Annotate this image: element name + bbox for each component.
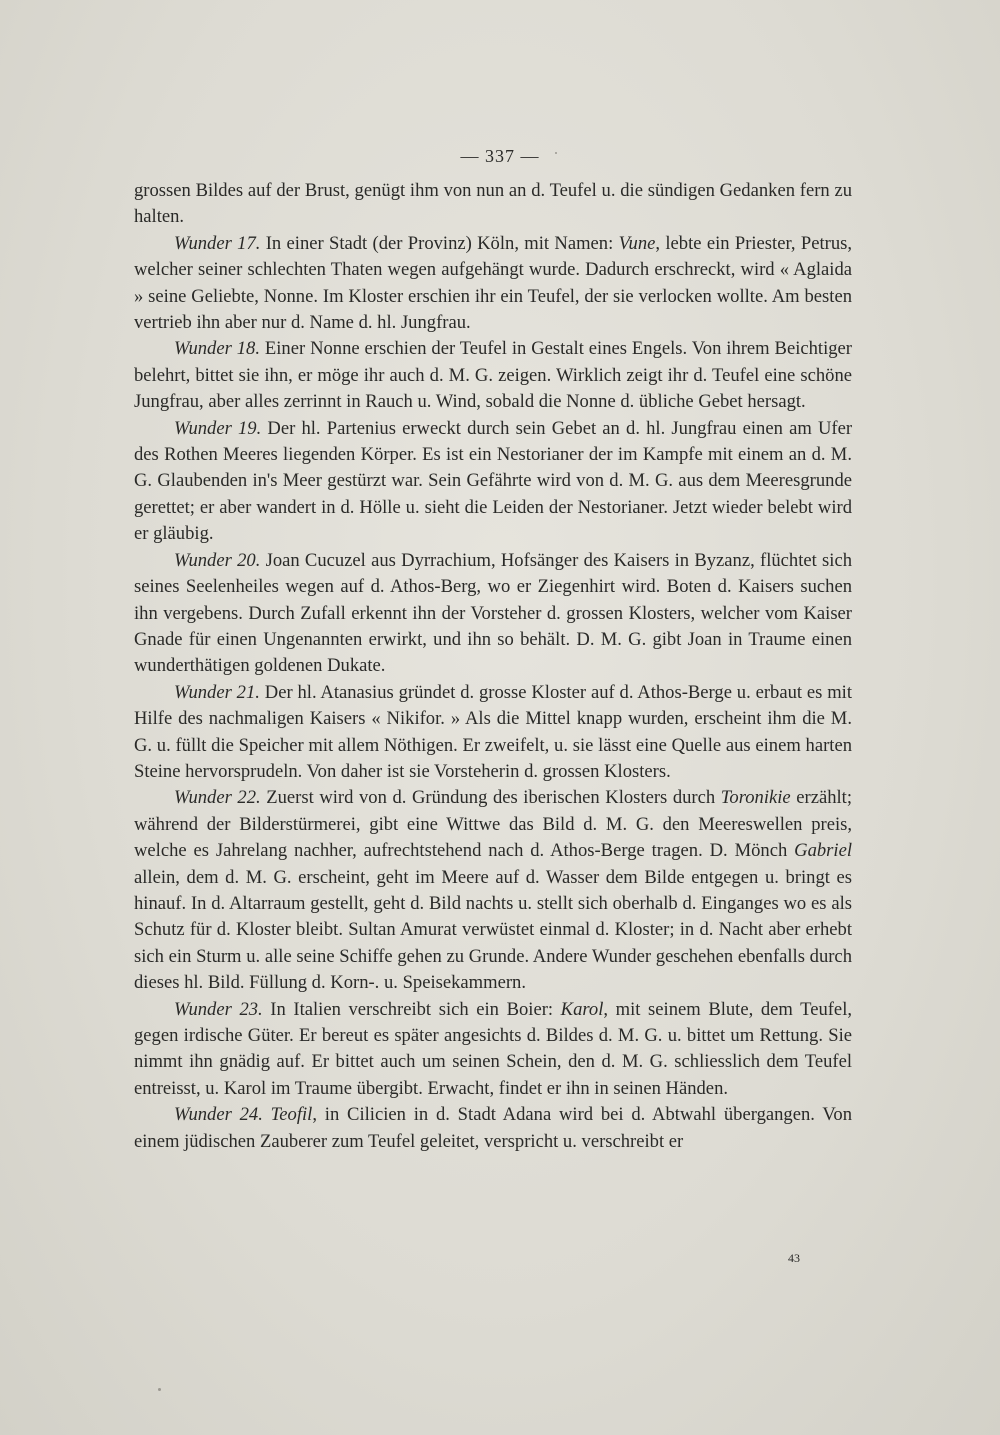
text-run: Zuerst wird von d. Gründung des iberischen Klosters durch [260, 787, 721, 809]
italic-text: Gabriel [794, 840, 852, 862]
text-run: , mit seinem Blute, dem Teufel, gegen irdische Güter. Er bereut es später angesichts d. Bildes d. M. G. u. bittet um Rettung. Sie nimmt ihn gnädig auf. Er bittet auch um seinen Schein, den d. M. G. schliesslich dem Teufel entreisst, u. Karol im Traume übergibt. Erwacht, findet er ihn in seinen Händen. [134, 998, 853, 1099]
italic-text: Wunder 20. [174, 549, 261, 571]
paragraph [134, 680, 852, 786]
text-run: Joan Cucuzel aus Dyrrachium, Hofsänger des Kaisers in Byzanz, flüchtet sich seines Seelenheiles wegen auf d. Athos-Berg, wo er Ziegenhirt wird. Boten d. Kaisers suchen ihn vergebens. Durch Zufall erkennt ihn der Vorsteher d. grossen Klosters, welcher vom Kaiser Gnade für einen Ungenannten erwirkt, und ihn so behält. D. M. G. gibt Joan in Traume einen wunderthätigen goldenen Dukate. [134, 549, 852, 677]
paragraph [134, 416, 852, 548]
text-run: , in Cilicien in d. Stadt Adana wird bei d. Abtwahl übergangen. Von einem jüdischen Zauberer zum Teufel geleitet, verspricht u. verschreibt er [134, 1104, 852, 1152]
paper-speck [555, 152, 557, 154]
italic-text: Vune [618, 232, 656, 254]
text-run: Der hl. Partenius erweckt durch sein Gebet an d. hl. Jungfrau einen am Ufer des Rothen Meeres liegenden Körper. Es ist ein Nestorianer der im Kampfe mit einem an d. M. G. Glaubenden in's Meer gestürzt war. Sein Gefährte wird von d. M. G. aus dem Meeresgrunde gerettet; er aber wandert in d. Hölle u. sieht die Leiden der Nestorianer. Jetzt wieder belebt wird er gläubig. [134, 417, 853, 545]
italic-text: Wunder 17. [174, 232, 261, 254]
body-text [134, 178, 852, 1155]
paragraph [134, 336, 852, 415]
text-run: allein, dem d. M. G. erscheint, geht im Meere auf d. Wasser dem Bilde entgegen u. bringt es hinauf. In d. Altarraum gestellt, geht d. Bild nachts u. stellt sich oberhalb d. Einganges wo es als Schutz für d. Kloster bleibt. Sultan Amurat verwüstet einmal d. Kloster; in d. Nacht aber erhebt sich ein Sturm u. alle seine Schiffe gehen zu Grunde. Andere Wunder geschehen ebenfalls durch dieses hl. Bild. Füllung d. Korn-. u. Speisekammern. [134, 866, 852, 994]
text-run [263, 1104, 271, 1125]
paragraph [134, 1102, 852, 1155]
italic-text: Toronikie [720, 787, 791, 809]
text-run: Der hl. Atanasius gründet d. grosse Kloster auf d. Athos-Berge u. erbaut es mit Hilfe des nachmaligen Kaisers « Nikifor. » Als die Mittel knapp wurden, erscheint ihm die M. G. u. füllt die Speicher mit allem Nöthigen. Er zweifelt, u. sie lässt eine Quelle aus einem harten Steine hervorsprudeln. Von daher ist sie Vorsteherin d. grossen Klosters. [134, 681, 853, 782]
paper-speck [158, 1388, 161, 1391]
text-run: Einer Nonne erschien der Teufel in Gestalt eines Engels. Von ihrem Beichtiger belehrt, bittet sie ihn, er möge ihr auch d. M. G. zeigen. Wirklich zeigt ihr d. Teufel eine schöne Jungfrau, aber alles zerrinnt in Rauch u. Wind, sobald die Nonne d. übliche Gebet hersagt. [134, 338, 852, 413]
text-run: , lebte ein Priester, Petrus, welcher seiner schlechten Thaten wegen aufgehängt wurde. Dadurch erschreckt, wird « Aglaida » seine Geliebte, Nonne. Im Kloster erschien ihr ein Teufel, der sie verlocken wollte. Am besten vertrieb ihn aber nur d. Name d. hl. Jungfrau. [134, 232, 852, 334]
italic-text: Karol [560, 998, 604, 1020]
italic-text: Wunder 24. [174, 1104, 263, 1126]
paragraph [134, 785, 852, 996]
text-run: erzählt; während der Bilderstürmerei, gibt eine Wittwe das Bild d. M. G. den Meereswellen preis, welche es Jahrelang nachher, aufrechtstehend nach d. Athos-Berge tragen. D. Mönch [134, 787, 853, 862]
paragraph [134, 178, 852, 231]
italic-text: Wunder 18. [174, 338, 260, 360]
paragraph [134, 548, 852, 680]
italic-text: Teofil [270, 1104, 313, 1126]
text-run: grossen Bildes auf der Brust, genügt ihm von nun an d. Teufel u. die sündigen Gedanken fern zu halten. [134, 180, 852, 228]
italic-text: Wunder 21. [174, 681, 260, 703]
signature-mark: 43 [788, 1251, 800, 1265]
italic-text: Wunder 22. [174, 787, 261, 809]
paragraph [134, 997, 852, 1103]
text-run: In einer Stadt (der Provinz) Köln, mit Namen: [260, 232, 619, 254]
page-number: — 337 — [460, 146, 540, 166]
italic-text: Wunder 19. [174, 417, 262, 439]
text-run: In Italien verschreibt sich ein Boier: [262, 998, 561, 1020]
paragraph [134, 231, 852, 337]
italic-text: Wunder 23. [174, 998, 263, 1020]
